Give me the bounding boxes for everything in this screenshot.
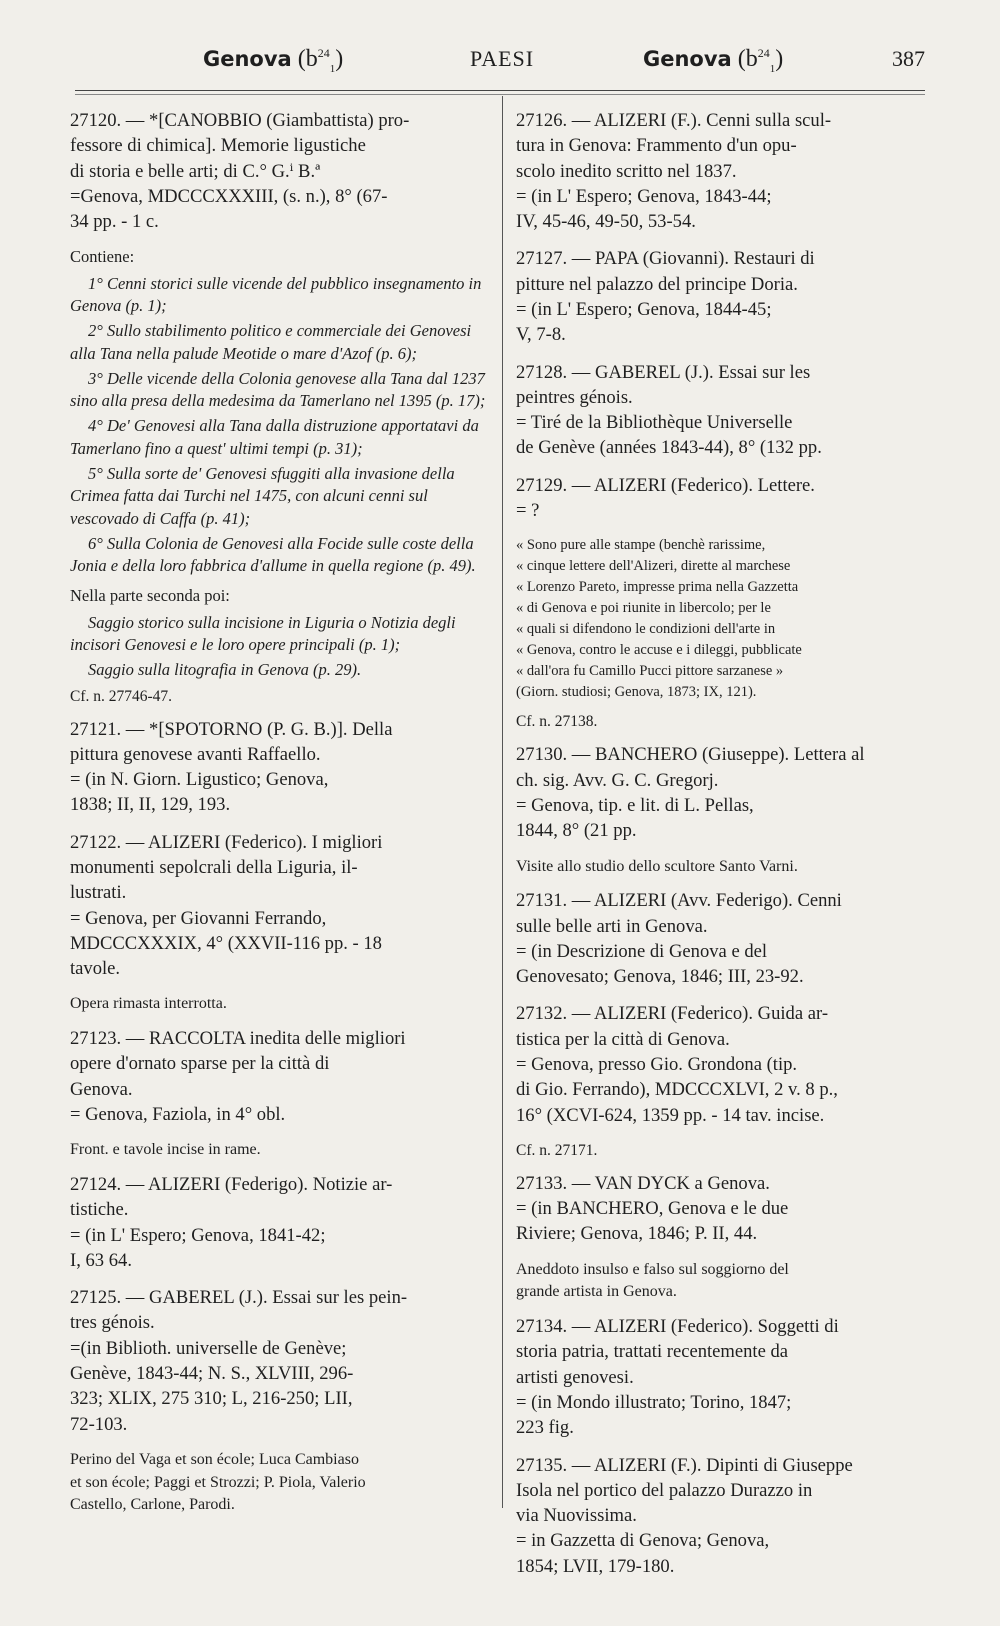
entry-line: 27128. — GABEREL (J.). Essai sur les	[516, 361, 811, 383]
entry-line: 27126. — ALIZERI (F.). Cenni sulla scul-	[516, 110, 832, 131]
entry-line: Genovesato; Genova, 1846; III, 23-92.	[516, 966, 804, 988]
entry-line: 1854; LVII, 179-180.	[516, 1555, 675, 1577]
entry-line: 16° (XCVI-624, 1359 pp. - 14 tav. incise.	[516, 1104, 825, 1126]
cross-reference: Cf. n. 27171.	[516, 1141, 598, 1159]
contents-item: 2° Sullo stabilimento politico e commerciale dei Genovesi alla Tana nella palude Meotide o mare d'Azof (p. 6);	[70, 321, 472, 363]
page-number: 387	[892, 46, 925, 71]
note-line: grande artista in Genova.	[516, 1283, 677, 1301]
entry-line: 27127. — PAPA (Giovanni). Restauri di	[516, 248, 815, 270]
entry-27130	[516, 742, 926, 843]
entry-line: 27134. — ALIZERI (Federico). Soggetti di	[516, 1316, 839, 1338]
entry-note: Visite allo studio dello scultore Santo Varni.	[516, 857, 798, 875]
entry-27127	[516, 246, 926, 347]
entry-line: via Nuovissima.	[516, 1505, 637, 1527]
contents-item: 1° Cenni storici sulle vicende del pubblico insegnamento in Genova (p. 1);	[70, 273, 482, 316]
running-head	[75, 46, 925, 80]
quote-line: « Lorenzo Pareto, impresse prima nella Gazzetta	[516, 579, 799, 596]
entry-line: IV, 45-46, 49-50, 53-54.	[516, 211, 696, 233]
header-rule-secondary	[75, 94, 925, 95]
entry-line: V, 7-8.	[516, 324, 566, 346]
entry-line: 1838; II, II, 129, 193.	[70, 794, 231, 816]
entry-line: MDCCCXXXIX, 4° (XXVII-116 pp. - 18	[70, 932, 382, 954]
entry-line: =Genova, MDCCCXXXIII, (s. n.), 8° (67-	[70, 185, 388, 207]
entry-line: 27125. — GABEREL (J.). Essai sur les pein-	[70, 1287, 408, 1309]
entry-line: = (in L' Espero; Genova, 1844-45;	[516, 298, 772, 320]
entry-line: tistiche.	[70, 1199, 129, 1221]
entry-line: = Genova, tip. e lit. di L. Pellas,	[516, 794, 754, 816]
entry-line: pittura genovese avanti Raffaello.	[70, 743, 321, 765]
quote-line: « Genova, contro le accuse e i dileggi, pubblicate	[516, 642, 802, 659]
entry-note	[516, 1259, 926, 1304]
entry-27120	[70, 108, 490, 234]
header-right: Genova $(b^{24}_1)$	[643, 46, 784, 75]
contents-item: 5° Sulla sorte de' Genovesi sfuggiti alla invasione della Crimea fatta dai Turchi nel 1475, con alcuni cenni sul vescovado di Caffa (p. 41);	[70, 463, 455, 528]
entry-line: lustrati.	[70, 882, 127, 904]
entry-line: Riviere; Genova, 1846; P. II, 44.	[516, 1223, 758, 1245]
note-line: et son école; Paggi et Strozzi; P. Piola, Valerio	[70, 1473, 366, 1491]
entry-line: 1844, 8° (21 pp.	[516, 820, 637, 842]
entry-line: = (in N. Giorn. Ligustico; Genova,	[70, 769, 329, 791]
entry-line: I, 63 64.	[70, 1249, 132, 1271]
contents-item: 3° Delle vicende della Colonia genovese alla Tana dal 1237 sino alla presa della medesima da Tamerlano nel 1395 (p. 17);	[70, 368, 486, 411]
entry-line: 27120. — *[CANOBBIO (Giambattista) pro-	[70, 110, 410, 131]
entry-27129	[516, 473, 926, 524]
entry-27126	[516, 108, 926, 234]
entry-line: 27123. — RACCOLTA inedita delle migliori	[70, 1028, 406, 1050]
cross-reference: Cf. n. 27746-47.	[70, 687, 173, 705]
entry-line: = (in Descrizione di Genova e del	[516, 940, 768, 962]
header-rule	[75, 90, 925, 91]
part-two-heading: Nella parte seconda poi:	[70, 586, 230, 606]
entry-line: fessore di chimica]. Memorie ligustiche	[70, 135, 366, 157]
entry-line: =(in Biblioth. universelle de Genève;	[70, 1337, 347, 1359]
entry-line: sulle belle arti in Genova.	[516, 915, 708, 937]
entry-note: Front. e tavole incise in rame.	[70, 1141, 261, 1159]
entry-line: 27130. — BANCHERO (Giuseppe). Lettera al	[516, 744, 865, 766]
contents-item: 6° Sulla Colonia de Genovesi alla Focide sulle coste della Jonia e della loro fabbrica d'allume in quella regione (p. 49).	[70, 533, 476, 576]
entry-line: = (in L' Espero; Genova, 1841-42;	[70, 1224, 326, 1246]
entry-line: 27122. — ALIZERI (Federico). I migliori	[70, 831, 383, 853]
entry-line: = (in L' Espero; Genova, 1843-44;	[516, 185, 772, 207]
entry-27128	[516, 360, 926, 461]
note-line: Perino del Vaga et son école; Luca Cambiaso	[70, 1450, 359, 1468]
entry-line: = Genova, Faziola, in 4° obl.	[70, 1103, 286, 1125]
entry-line: di Gio. Ferrando), MDCCCXLVI, 2 v. 8 p.,	[516, 1079, 838, 1101]
entry-27121	[70, 717, 490, 818]
part-two-item: Saggio sulla litografia in Genova (p. 29).	[88, 660, 362, 680]
entry-27131	[516, 888, 926, 989]
quote-line: « dall'ora fu Camillo Pucci pittore sarzanese »	[516, 663, 784, 680]
entry-line: peintres génois.	[516, 386, 633, 408]
entry-27135	[516, 1453, 926, 1579]
entry-line: = Genova, per Giovanni Ferrando,	[70, 907, 327, 929]
column-divider	[502, 96, 503, 1508]
entry-line: di storia e belle arti; di C.° G.ⁱ B.ª	[70, 160, 321, 182]
entry-line: = Genova, presso Gio. Grondona (tip.	[516, 1053, 798, 1075]
entry-27134	[516, 1314, 926, 1440]
entry-27123	[70, 1026, 490, 1127]
entry-line: 27131. — ALIZERI (Avv. Federigo). Cenni	[516, 890, 842, 912]
entry-27124	[70, 1172, 490, 1273]
entry-line: ch. sig. Avv. G. C. Gregorj.	[516, 769, 719, 791]
left-column	[70, 108, 490, 1527]
entry-line: tavole.	[70, 958, 121, 980]
note-line: Castello, Carlone, Parodi.	[70, 1496, 235, 1514]
part-two-item: Saggio storico sulla incisione in Liguria o Notizia degli incisori Genovesi e le loro opere principali (p. 1);	[70, 612, 456, 654]
entry-line: tres génois.	[70, 1312, 155, 1334]
entry-line: Genève, 1843-44; N. S., XLVIII, 296-	[70, 1362, 354, 1384]
right-column	[516, 108, 926, 1591]
quote-line: « di Genova e poi riunite in libercolo; per le	[516, 600, 771, 617]
entry-line: = (in BANCHERO, Genova e le due	[516, 1198, 789, 1220]
entry-line: Genova.	[70, 1078, 133, 1100]
entry-line: 27135. — ALIZERI (F.). Dipinti di Giuseppe	[516, 1454, 853, 1476]
note-line: Aneddoto insulso e falso sul soggiorno del	[516, 1260, 789, 1278]
cross-reference: Cf. n. 27138.	[516, 713, 598, 731]
entry-line: 27132. — ALIZERI (Federico). Guida ar-	[516, 1003, 829, 1025]
entry-27133	[516, 1171, 926, 1247]
entry-note: Opera rimasta interrotta.	[70, 995, 227, 1013]
entry-line: 34 pp. - 1 c.	[70, 211, 159, 233]
entry-note	[70, 1449, 490, 1517]
entry-line: de Genève (années 1843-44), 8° (132 pp.	[516, 437, 822, 459]
entry-line: 27133. — VAN DYCK a Genova.	[516, 1172, 770, 1194]
header-left: Genova $(b^{24}_1)$	[203, 46, 344, 75]
entry-line: 223 fig.	[516, 1417, 574, 1439]
entry-line: tura in Genova: Frammento d'un opu-	[516, 135, 797, 157]
quote-line: « quali si difendono le condizioni dell'arte in	[516, 621, 776, 638]
quote-line: « cinque lettere dell'Alizeri, dirette al marchese	[516, 558, 791, 575]
entry-line: 27129. — ALIZERI (Federico). Lettere.	[516, 474, 815, 496]
header-section: PAESI	[470, 46, 535, 71]
entry-line: scolo inedito scritto nel 1837.	[516, 160, 737, 182]
entry-line: = (in Mondo illustrato; Torino, 1847;	[516, 1392, 792, 1413]
entry-line: 27121. — *[SPOTORNO (P. G. B.)]. Della	[70, 718, 393, 740]
entry-line: artisti genovesi.	[516, 1366, 634, 1388]
entry-27125	[70, 1285, 490, 1437]
quote-line: « Sono pure alle stampe (benchè rarissime,	[516, 537, 766, 554]
entry-line: = in Gazzetta di Genova; Genova,	[516, 1530, 770, 1552]
entry-line: = ?	[516, 499, 540, 521]
quote-line: (Giorn. studiosi; Genova, 1873; IX, 121).	[516, 684, 757, 701]
entry-line: 72-103.	[70, 1413, 128, 1435]
entry-line: 27124. — ALIZERI (Federigo). Notizie ar-	[70, 1173, 393, 1195]
entry-line: tistica per la città di Genova.	[516, 1028, 730, 1050]
entry-27132	[516, 1001, 926, 1127]
entry-line: monumenti sepolcrali della Liguria, il-	[70, 857, 358, 879]
contents-item: 4° De' Genovesi alla Tana dalla distruzione apportatavi da Tamerlano fino a quest' ultimi tempi (p. 31);	[70, 416, 479, 458]
entry-line: Isola nel portico del palazzo Durazzo in	[516, 1479, 813, 1501]
entry-27122	[70, 830, 490, 982]
entry-line: 323; XLIX, 275 310; L, 216-250; LII,	[70, 1388, 353, 1410]
entry-line: opere d'ornato sparse per la città di	[70, 1053, 330, 1075]
entry-line: storia patria, trattati recentemente da	[516, 1341, 789, 1363]
entry-line: pitture nel palazzo del principe Doria.	[516, 273, 798, 295]
entry-line: = Tiré de la Bibliothèque Universelle	[516, 412, 793, 434]
quoted-note	[516, 535, 926, 703]
contents-heading: Contiene:	[70, 247, 135, 267]
